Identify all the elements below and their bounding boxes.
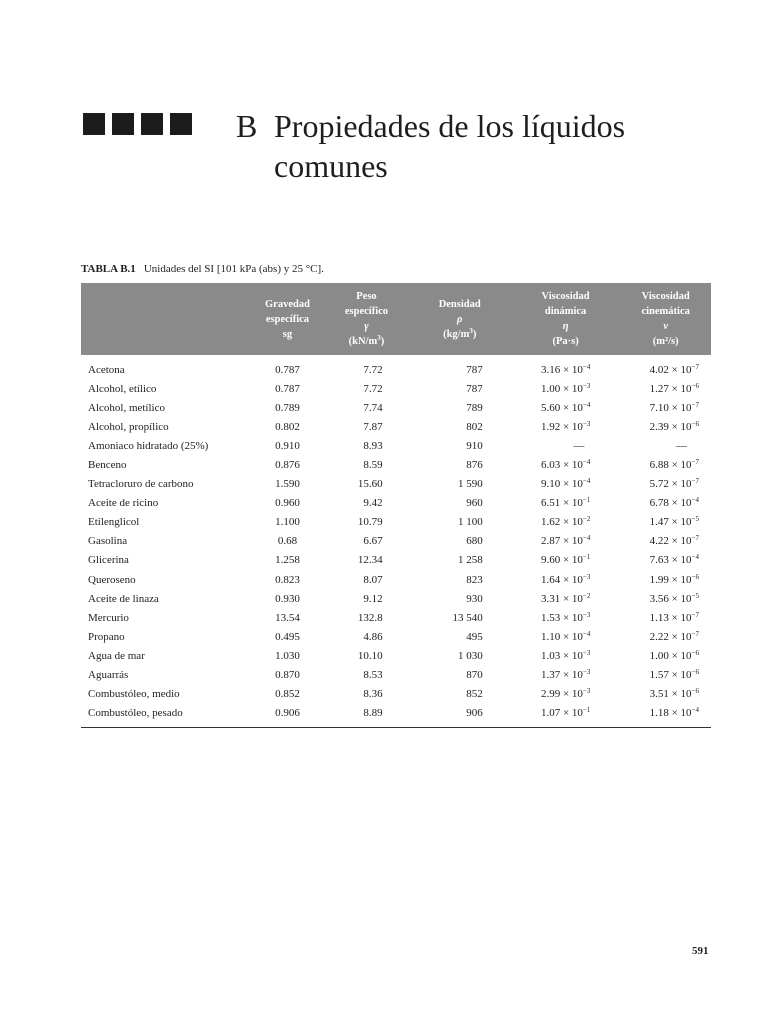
- table-row: [81, 513, 711, 532]
- marker-square: [83, 113, 105, 135]
- dynamic-viscosity-cell: $9.60 \times 10^{-1}$: [540, 553, 591, 567]
- specific-weight-cell: 7.74: [363, 401, 383, 414]
- table-row: [81, 551, 711, 570]
- kinematic-viscosity-cell: $4.22 \times 10^{-7}$: [649, 534, 699, 548]
- density-cell: 930: [466, 592, 483, 605]
- specific-gravity-cell: 0.787: [275, 363, 300, 376]
- kinematic-viscosity-cell: $2.39 \times 10^{-6}$: [649, 419, 699, 433]
- kinematic-viscosity-cell: $1.47 \times 10^{-5}$: [649, 515, 699, 529]
- liquid-name: Queroseno: [88, 573, 136, 586]
- specific-gravity-cell: 0.68: [277, 535, 298, 548]
- kinematic-viscosity-cell: $3.51 \times 10^{-6}$: [649, 687, 699, 701]
- table-row: [81, 436, 711, 455]
- marker-square: [141, 113, 163, 135]
- density-cell: 960: [466, 497, 483, 510]
- density-cell: 1 030: [458, 649, 483, 662]
- table-row: [81, 379, 711, 398]
- table-row: [81, 532, 711, 551]
- kinematic-viscosity-cell: $4.02 \times 10^{-7}$: [649, 362, 699, 376]
- chapter-title-line2: comunes: [274, 148, 388, 184]
- specific-gravity-cell: 0.802: [275, 420, 300, 433]
- liquid-name: Combustóleo, medio: [88, 688, 180, 701]
- dynamic-viscosity-cell: —: [573, 439, 585, 452]
- liquid-name: Propano: [88, 630, 125, 643]
- dynamic-viscosity-cell: $3.31 \times 10^{-2}$: [540, 591, 591, 605]
- dynamic-viscosity-cell: $5.60 \times 10^{-4}$: [540, 400, 591, 414]
- table-caption: [81, 263, 324, 275]
- table-row: [81, 455, 711, 474]
- dynamic-viscosity-cell: $1.92 \times 10^{-3}$: [540, 419, 591, 433]
- density-cell: 852: [466, 688, 483, 701]
- density-cell: 802: [466, 420, 483, 433]
- liquid-name: Alcohol, propílico: [88, 420, 169, 433]
- dynamic-viscosity-cell: $3.16 \times 10^{-4}$: [540, 362, 591, 376]
- kinematic-viscosity-cell: $1.57 \times 10^{-6}$: [649, 668, 699, 682]
- density-cell: 876: [466, 459, 483, 472]
- properties-table: [81, 283, 711, 728]
- chapter-title-line1: Propiedades de los líquidos: [274, 108, 626, 144]
- specific-weight-cell: 12.34: [357, 554, 383, 567]
- liquid-name: Alcohol, metílico: [88, 401, 165, 414]
- chapter-marker-squares: [83, 113, 192, 135]
- kinematic-viscosity-cell: $1.00 \times 10^{-6}$: [649, 648, 699, 662]
- liquid-name: Aceite de linaza: [88, 592, 159, 605]
- specific-gravity-cell: 1.030: [275, 649, 300, 662]
- specific-weight-cell: 9.42: [363, 497, 383, 510]
- table-row: [81, 570, 711, 589]
- table-row: [81, 646, 711, 665]
- density-cell: 823: [466, 573, 483, 586]
- kinematic-viscosity-cell: $1.99 \times 10^{-6}$: [649, 572, 699, 586]
- marker-square: [112, 113, 134, 135]
- specific-gravity-cell: 0.852: [275, 688, 300, 701]
- specific-gravity-cell: 0.876: [275, 459, 300, 472]
- table-row: [81, 355, 711, 379]
- dynamic-viscosity-cell: $2.99 \times 10^{-3}$: [540, 687, 591, 701]
- density-cell: 906: [409, 704, 511, 728]
- dynamic-viscosity-cell: $6.03 \times 10^{-4}$: [540, 458, 591, 472]
- specific-weight-cell: 7.72: [363, 382, 383, 395]
- density-cell: 870: [466, 669, 483, 682]
- specific-gravity-cell: 0.910: [275, 439, 300, 452]
- header-gamma: Peso específico γ $(kN/m^3)$: [324, 283, 408, 355]
- dynamic-viscosity-cell: $1.53 \times 10^{-3}$: [540, 610, 591, 624]
- specific-weight-cell: 7.72: [363, 363, 383, 376]
- table-row: [81, 417, 711, 436]
- dynamic-viscosity-cell: $1.03 \times 10^{-3}$: [540, 648, 591, 662]
- liquid-name: Gasolina: [88, 535, 128, 548]
- specific-weight-cell: 8.07: [363, 573, 383, 586]
- specific-gravity-cell: 1.590: [275, 478, 300, 491]
- header-rho: Densidad ρ $(kg/m^3)$: [409, 283, 511, 355]
- liquid-name: Benceno: [88, 459, 127, 472]
- kinematic-viscosity-cell: $6.88 \times 10^{-7}$: [649, 458, 699, 472]
- dynamic-viscosity-cell: $1.07 \times 10^{-1}$: [511, 704, 621, 728]
- table-row: [81, 685, 711, 704]
- specific-weight-cell: 4.86: [363, 630, 383, 643]
- liquid-name: Acetona: [88, 363, 125, 376]
- specific-weight-cell: 7.87: [363, 420, 383, 433]
- specific-weight-cell: 8.53: [363, 669, 383, 682]
- density-cell: 13 540: [452, 611, 483, 624]
- kinematic-viscosity-cell: —: [676, 439, 687, 452]
- specific-gravity-cell: 0.906: [251, 704, 325, 728]
- specific-gravity-cell: 1.100: [275, 516, 300, 529]
- liquid-name: Mercurio: [88, 611, 129, 624]
- specific-weight-cell: 132.8: [357, 611, 383, 624]
- table-row: [81, 704, 711, 728]
- header-nu: Viscosidad cinemática ν (m²/s): [620, 283, 711, 355]
- density-cell: 1 590: [458, 478, 483, 491]
- specific-weight-cell: 10.10: [357, 649, 383, 662]
- kinematic-viscosity-cell: $1.13 \times 10^{-7}$: [649, 610, 699, 624]
- header-name: [81, 283, 251, 355]
- specific-weight-cell: 8.59: [363, 459, 383, 472]
- density-cell: 680: [466, 535, 483, 548]
- kinematic-viscosity-cell: $5.72 \times 10^{-7}$: [649, 477, 699, 491]
- specific-weight-cell: 8.36: [363, 688, 383, 701]
- liquid-name: Amoniaco hidratado (25%): [88, 439, 209, 452]
- density-cell: 495: [466, 630, 483, 643]
- liquid-name: Etilenglicol: [88, 516, 140, 529]
- specific-gravity-cell: 0.495: [275, 630, 300, 643]
- header-sg: Gravedad específica sg: [251, 283, 325, 355]
- liquid-name: Agua de mar: [88, 649, 145, 662]
- table-row: [81, 398, 711, 417]
- table-row: [81, 666, 711, 685]
- dynamic-viscosity-cell: $9.10 \times 10^{-4}$: [540, 477, 591, 491]
- dynamic-viscosity-cell: $1.62 \times 10^{-2}$: [540, 515, 591, 529]
- table-label: TABLA B.1: [81, 263, 136, 275]
- specific-gravity-cell: 0.823: [275, 573, 300, 586]
- kinematic-viscosity-cell: $7.63 \times 10^{-4}$: [649, 553, 699, 567]
- specific-gravity-cell: 0.960: [275, 497, 300, 510]
- header-eta: Viscosidad dinámica η (Pa·s): [511, 283, 621, 355]
- dynamic-viscosity-cell: $6.51 \times 10^{-1}$: [540, 496, 591, 510]
- density-cell: 787: [466, 363, 483, 376]
- kinematic-viscosity-cell: $7.10 \times 10^{-7}$: [649, 400, 699, 414]
- density-cell: 789: [466, 401, 483, 414]
- specific-gravity-cell: 0.789: [275, 401, 300, 414]
- kinematic-viscosity-cell: $6.78 \times 10^{-4}$: [649, 496, 699, 510]
- page-number: 591: [692, 945, 709, 957]
- specific-weight-cell: 9.12: [363, 592, 383, 605]
- table-row: [81, 475, 711, 494]
- table-row: [81, 589, 711, 608]
- table-row: [81, 627, 711, 646]
- liquid-name: Alcohol, etílico: [88, 382, 157, 395]
- liquid-name: Glicerina: [88, 554, 129, 567]
- marker-square: [170, 113, 192, 135]
- specific-gravity-cell: 1.258: [275, 554, 300, 567]
- density-cell: 910: [466, 439, 483, 452]
- dynamic-viscosity-cell: $2.87 \times 10^{-4}$: [540, 534, 591, 548]
- specific-gravity-cell: 0.870: [275, 669, 300, 682]
- specific-gravity-cell: 13.54: [275, 611, 300, 624]
- table-body: [81, 355, 711, 727]
- table-caption-text: Unidades del SI [101 kPa (abs) y 25 °C].: [143, 263, 324, 275]
- liquid-name: Tetracloruro de carbono: [88, 478, 194, 491]
- kinematic-viscosity-cell: $2.22 \times 10^{-7}$: [649, 629, 699, 643]
- chapter-letter: B: [236, 108, 258, 144]
- specific-weight-cell: 8.93: [363, 439, 383, 452]
- kinematic-viscosity-cell: $1.18 \times 10^{-4}$: [620, 704, 711, 728]
- specific-weight-cell: 8.89: [324, 704, 408, 728]
- dynamic-viscosity-cell: $1.64 \times 10^{-3}$: [540, 572, 591, 586]
- dynamic-viscosity-cell: $1.00 \times 10^{-3}$: [540, 381, 591, 395]
- dynamic-viscosity-cell: $1.37 \times 10^{-3}$: [540, 668, 591, 682]
- table-row: [81, 608, 711, 627]
- table-row: [81, 494, 711, 513]
- specific-weight-cell: 10.79: [357, 516, 383, 529]
- liquid-name: Combustóleo, pesado: [81, 704, 251, 728]
- specific-gravity-cell: 0.787: [275, 382, 300, 395]
- kinematic-viscosity-cell: $3.56 \times 10^{-5}$: [649, 591, 699, 605]
- liquid-name: Aceite de ricino: [88, 497, 159, 510]
- specific-gravity-cell: 0.930: [275, 592, 300, 605]
- specific-weight-cell: 6.67: [363, 535, 383, 548]
- density-cell: 787: [466, 382, 483, 395]
- specific-weight-cell: 15.60: [357, 478, 383, 491]
- liquid-name: Aguarrás: [88, 669, 129, 682]
- table-header-row: [81, 283, 711, 355]
- density-cell: 1 100: [458, 516, 483, 529]
- density-cell: 1 258: [458, 554, 483, 567]
- dynamic-viscosity-cell: $1.10 \times 10^{-4}$: [540, 629, 591, 643]
- kinematic-viscosity-cell: $1.27 \times 10^{-6}$: [649, 381, 699, 395]
